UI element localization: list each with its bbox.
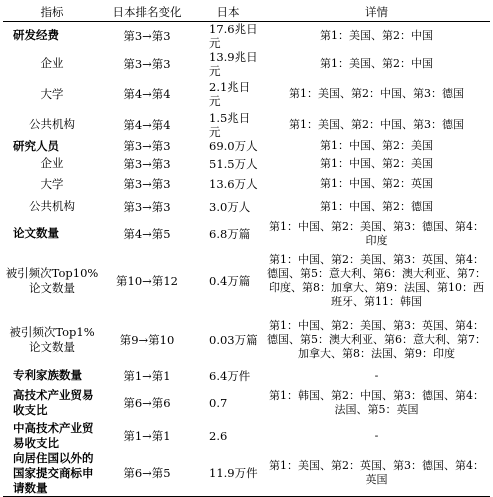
metric-cell: 被引频次Top1%论文数量 — [9, 324, 95, 354]
value-cell: 11.9万件 — [193, 451, 263, 497]
value-cell: 69.0万人 — [209, 139, 258, 153]
metric-cell: 企业 — [40, 156, 64, 170]
header-metric: 指标 — [3, 4, 101, 21]
metric-cell: 高技术产业贸易收支比 — [13, 387, 94, 417]
metric-cell: 大学 — [40, 176, 64, 191]
table-row — [3, 21, 490, 50]
table-row — [3, 385, 490, 421]
rank-change-cell: 第4→第4 — [123, 87, 171, 101]
rank-change-cell: 第6→第5 — [101, 451, 193, 497]
value-cell: 2.1兆日元 — [209, 80, 251, 108]
rank-change-cell: 第10→第12 — [116, 273, 178, 288]
detail-cell: 第1：中国、第2：德国 — [320, 199, 433, 213]
metric-cell: 被引频次Top10%论文数量 — [5, 265, 99, 295]
table-row — [3, 367, 490, 385]
value-cell: 0.7 — [209, 395, 228, 410]
detail-cell: 第1：中国、第2：英国 — [320, 177, 433, 190]
table-row — [3, 111, 490, 139]
metric-cell: 企业 — [40, 56, 64, 70]
detail-cell: 第1：中国、第2：美国、第3：德国、第4：印度 — [269, 219, 484, 247]
header-japan: 日本 — [193, 4, 263, 21]
value-cell: 13.6万人 — [209, 177, 258, 191]
metric-cell: 向居住国以外的国家提交商标申请数量 — [3, 451, 101, 497]
table-row — [3, 174, 490, 195]
table-row — [3, 249, 490, 313]
rank-change-cell: 第9→第10 — [119, 332, 175, 347]
value-cell: 1.5兆日元 — [209, 110, 251, 139]
detail-cell: 第1：美国、第2：中国、第3：德国 — [289, 117, 464, 131]
rank-change-cell: 第3→第3 — [123, 139, 171, 153]
detail-cell: 第1：韩国、第2：中国、第3：德国、第4：法国、第5：英国 — [269, 388, 484, 416]
metric-cell: 大学 — [40, 86, 64, 101]
metric-cell: 研究人员 — [13, 138, 59, 153]
table-row — [3, 313, 490, 367]
rank-change-cell: 第4→第5 — [123, 226, 171, 241]
rank-change-cell: 第6→第6 — [123, 395, 171, 410]
table-row — [3, 219, 490, 249]
rank-change-cell: 第1→第1 — [123, 428, 171, 443]
metric-cell: 研发经费 — [13, 28, 59, 42]
metric-cell: 专利家族数量 — [13, 368, 82, 382]
table-row — [3, 50, 490, 78]
rankings-table — [3, 4, 490, 497]
detail-cell: 第1：美国、第2：中国、第3：德国 — [289, 87, 464, 100]
value-cell: 6.8万篇 — [209, 226, 251, 241]
rank-change-cell: 第3→第3 — [123, 28, 171, 43]
value-cell: 0.4万篇 — [209, 273, 251, 288]
table-row — [3, 451, 490, 497]
detail-cell: 第1：中国、第2：美国 — [320, 156, 433, 170]
detail-cell: 第1：美国、第2：英国、第3：德国、第4：英国 — [263, 451, 490, 497]
table-body — [3, 21, 490, 496]
value-cell: 17.6兆日元 — [209, 21, 258, 50]
table-row — [3, 421, 490, 451]
value-cell: 0.03万篇 — [209, 332, 258, 347]
rank-change-cell: 第1→第1 — [123, 368, 171, 383]
table-row — [3, 78, 490, 111]
detail-cell: 第1：中国、第2：美国 — [320, 139, 433, 152]
value-cell: 6.4万件 — [209, 368, 251, 383]
detail-cell: 第1：美国、第2：中国 — [320, 56, 433, 70]
rank-change-cell: 第3→第3 — [123, 199, 171, 214]
rank-change-cell: 第3→第3 — [123, 56, 171, 71]
table-row — [3, 195, 490, 219]
value-cell: 2.6 — [209, 428, 228, 443]
value-cell: 3.0万人 — [209, 199, 251, 214]
detail-cell: - — [374, 428, 379, 442]
detail-cell: - — [374, 368, 379, 382]
detail-cell: 第1：中国、第2：美国、第3：英国、第4：德国、第5：澳大利亚、第6：意大利、第7：加拿大、第8：法国、第9：印度 — [267, 318, 486, 360]
metric-cell: 公共机构 — [29, 199, 75, 213]
detail-cell: 第1：美国、第2：中国 — [320, 28, 433, 42]
metric-cell: 论文数量 — [13, 226, 59, 240]
header-rank-change: 日本排名变化 — [101, 4, 193, 21]
metric-cell: 中高技术产业贸易收支比 — [13, 420, 94, 450]
table-header — [3, 4, 490, 21]
value-cell: 13.9兆日元 — [209, 49, 258, 78]
table-row — [3, 154, 490, 174]
metric-cell: 公共机构 — [29, 117, 75, 131]
table-row — [3, 139, 490, 154]
rank-change-cell: 第3→第3 — [123, 156, 171, 171]
value-cell: 51.5万人 — [209, 156, 258, 171]
rank-change-cell: 第3→第3 — [123, 177, 171, 191]
detail-cell: 第1：中国、第2：美国、第3：英国、第4：德国、第5：意大利、第6：澳大利亚、第7：印度、第8：加拿大、第9：法国、第10：西班牙、第11：韩国 — [267, 252, 486, 308]
rank-change-cell: 第4→第4 — [123, 117, 171, 132]
header-details: 详情 — [263, 4, 490, 21]
